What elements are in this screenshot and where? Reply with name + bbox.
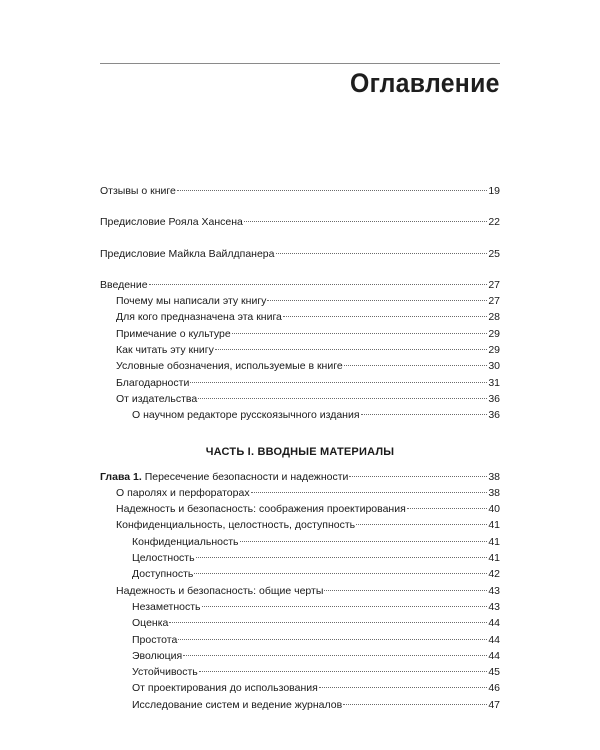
dot-leader <box>177 190 487 191</box>
toc-subentry[interactable] <box>100 680 500 696</box>
toc-entry-text: Предисловие Майкла Вайлдпанера <box>100 247 275 260</box>
dot-leader <box>240 541 488 542</box>
toc-entry-text: О паролях и перфораторах <box>116 486 250 499</box>
toc-page-number: 28 <box>488 311 500 324</box>
toc-subentry[interactable] <box>100 501 500 517</box>
dot-leader <box>244 221 487 222</box>
toc-subentry[interactable] <box>100 342 500 358</box>
toc-entry-text: Отзывы о книге <box>100 185 176 197</box>
dot-leader <box>276 253 488 254</box>
dot-leader <box>343 704 487 705</box>
toc-subentry[interactable] <box>100 534 500 550</box>
toc-entry-introduction[interactable] <box>100 277 500 293</box>
toc-page-number: 43 <box>488 584 500 597</box>
toc-subentry[interactable] <box>100 293 500 309</box>
toc-page-number: 19 <box>488 185 500 197</box>
toc-page-number: 44 <box>488 633 500 646</box>
toc-page-number: 22 <box>488 216 500 229</box>
dot-leader <box>194 573 487 574</box>
table-of-contents <box>100 183 500 713</box>
chapter-label: Глава 1. <box>100 470 142 483</box>
dot-leader <box>324 590 487 591</box>
toc-entry-reviews[interactable] <box>100 183 500 199</box>
toc-entry-text: Оценка <box>132 617 169 630</box>
toc-page-number: 31 <box>488 376 500 389</box>
toc-subentry[interactable] <box>100 648 500 664</box>
dot-leader <box>190 382 487 383</box>
toc-entry-text: Условные обозначения, используемые в книге <box>116 360 343 373</box>
toc-entry-text: Простота <box>132 633 178 646</box>
dot-leader <box>283 316 487 317</box>
toc-entry-text: Надежность и безопасность: соображения проектирования <box>116 503 406 516</box>
toc-subentry[interactable] <box>100 697 500 713</box>
dot-leader <box>178 639 487 640</box>
dot-leader <box>215 349 487 350</box>
page-title: Оглавление <box>350 68 500 98</box>
dot-leader <box>356 524 487 525</box>
dot-leader <box>251 492 488 493</box>
toc-entry-text: Примечание о культуре <box>116 327 231 340</box>
toc-entry-text: Целостность <box>132 552 195 565</box>
toc-entry-text: Исследование систем и ведение журналов <box>132 698 343 711</box>
toc-subentry[interactable] <box>100 664 500 680</box>
toc-subentry[interactable] <box>100 583 500 599</box>
toc-subentry[interactable] <box>100 407 500 423</box>
toc-subentry[interactable] <box>100 391 500 407</box>
toc-page-number: 44 <box>488 649 500 662</box>
toc-subentry[interactable] <box>100 517 500 533</box>
toc-entry-text: Доступность <box>132 568 194 581</box>
toc-page-number: 30 <box>488 360 500 373</box>
toc-page-number: 29 <box>488 344 500 357</box>
toc-page-number: 38 <box>488 470 500 483</box>
dot-leader <box>202 606 488 607</box>
toc-entry-foreword-wildpaner[interactable] <box>100 246 500 262</box>
toc-entry-text: Введение <box>100 278 148 291</box>
dot-leader <box>149 284 488 285</box>
dot-leader <box>319 687 488 688</box>
toc-entry-text <box>100 469 348 485</box>
toc-subentry[interactable] <box>100 615 500 631</box>
header-rule <box>100 63 500 64</box>
toc-page-number: 36 <box>488 392 500 405</box>
toc-page-number: 41 <box>488 519 500 532</box>
toc-subentry[interactable] <box>100 566 500 582</box>
toc-entry-foreword-hansen[interactable] <box>100 214 500 230</box>
toc-entry-chapter-1[interactable] <box>100 469 500 485</box>
toc-page-number: 25 <box>488 247 500 260</box>
toc-subentry[interactable] <box>100 632 500 648</box>
toc-subentry[interactable] <box>100 326 500 342</box>
toc-entry-text: От издательства <box>116 392 198 405</box>
toc-page-number: 27 <box>488 295 500 308</box>
toc-entry-text: Незаметность <box>132 600 201 613</box>
toc-page-number: 41 <box>488 552 500 565</box>
toc-page-number: 45 <box>488 666 500 679</box>
toc-page-number: 47 <box>488 698 500 711</box>
toc-subentry[interactable] <box>100 375 500 391</box>
toc-entry-text: Предисловие Рояла Хансена <box>100 216 243 229</box>
dot-leader <box>198 398 487 399</box>
dot-leader <box>232 333 488 334</box>
toc-entry-text: Эволюция <box>132 649 183 662</box>
toc-subentry[interactable] <box>100 599 500 615</box>
toc-subentry[interactable] <box>100 309 500 325</box>
dot-leader <box>349 476 487 477</box>
toc-entry-text: О научном редакторе русскоязычного издания <box>132 409 360 422</box>
dot-leader <box>344 365 488 366</box>
toc-page-number: 38 <box>488 486 500 499</box>
toc-subentry[interactable] <box>100 358 500 374</box>
toc-entry-text: Надежность и безопасность: общие черты <box>116 584 324 597</box>
toc-page-number: 46 <box>488 682 500 695</box>
dot-leader <box>183 655 487 656</box>
toc-page-number: 41 <box>488 535 500 548</box>
toc-page-number: 44 <box>488 617 500 630</box>
toc-entry-text: От проектирования до использования <box>132 682 318 695</box>
toc-entry-text: Почему мы написали эту книгу <box>116 295 267 308</box>
toc-entry-text: Для кого предназначена эта книга <box>116 311 282 324</box>
toc-page-number: 40 <box>488 503 500 516</box>
toc-entry-text: Конфиденциальность, целостность, доступность <box>116 519 356 532</box>
toc-page-number: 29 <box>488 327 500 340</box>
toc-entry-text: Как читать эту книгу <box>116 344 214 357</box>
toc-subentry[interactable] <box>100 485 500 501</box>
dot-leader <box>199 671 488 672</box>
toc-page-number: 36 <box>488 409 500 422</box>
toc-entry-text: Благодарности <box>116 376 190 389</box>
dot-leader <box>361 414 488 415</box>
toc-subentry[interactable] <box>100 550 500 566</box>
toc-page-number: 27 <box>488 278 500 291</box>
toc-entry-text: Конфиденциальность <box>132 535 239 548</box>
toc-entry-text: Устойчивость <box>132 666 198 679</box>
dot-leader <box>169 622 487 623</box>
toc-page-number: 43 <box>488 600 500 613</box>
dot-leader <box>267 300 487 301</box>
dot-leader <box>407 508 488 509</box>
part-heading: ЧАСТЬ I. ВВОДНЫЕ МАТЕРИАЛЫ <box>205 445 395 458</box>
chapter-title: Пересечение безопасности и надежности <box>141 470 349 483</box>
toc-page-number: 42 <box>488 568 500 581</box>
dot-leader <box>196 557 488 558</box>
